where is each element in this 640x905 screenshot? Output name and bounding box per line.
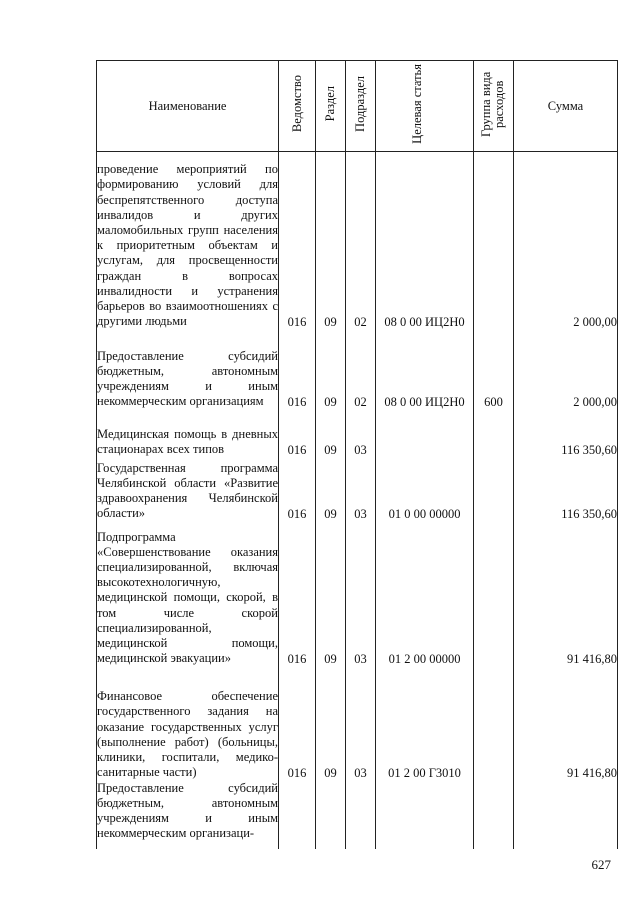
row-name: Финансовое обеспечение государственного задания на оказание государственных услуг (выполнение работ) (больницы, клиники, госпитали, медико-санитарные части) [97, 689, 278, 780]
table-header-row [97, 61, 618, 152]
table-row [97, 667, 618, 781]
row-subsection: 02 [346, 330, 376, 410]
row-ministry: 016 [279, 152, 316, 330]
row-amount: 116 350,60 [514, 410, 618, 458]
table-row [97, 152, 618, 330]
row-target: 01 0 00 00000 [376, 458, 474, 522]
row-group [474, 410, 514, 458]
row-section: 09 [316, 330, 346, 410]
row-group [474, 458, 514, 522]
table-row [97, 410, 618, 458]
row-ministry: 016 [279, 330, 316, 410]
table-row [97, 458, 618, 522]
row-amount [514, 781, 618, 849]
header-name: Наименование [97, 61, 279, 152]
row-subsection: 03 [346, 458, 376, 522]
row-target [376, 410, 474, 458]
row-subsection: 02 [346, 152, 376, 330]
row-target [376, 781, 474, 849]
row-ministry: 016 [279, 410, 316, 458]
row-section: 09 [316, 667, 346, 781]
row-section: 09 [316, 522, 346, 667]
table-row [97, 781, 618, 849]
row-name: Медицинская помощь в дневных стационарах всех типов [97, 427, 278, 457]
row-section: 09 [316, 458, 346, 522]
row-subsection: 03 [346, 522, 376, 667]
row-section [316, 781, 346, 849]
row-amount: 2 000,00 [514, 152, 618, 330]
row-amount: 91 416,80 [514, 667, 618, 781]
row-section: 09 [316, 410, 346, 458]
table-row [97, 522, 618, 667]
row-name: Государственная программа Челябинской области «Развитие здравоохранения Челябинской области» [97, 460, 278, 521]
header-subsection: Подраздел [346, 61, 376, 152]
row-ministry [279, 781, 316, 849]
row-group [474, 522, 514, 667]
row-subsection [346, 781, 376, 849]
budget-table [96, 60, 618, 849]
row-ministry: 016 [279, 458, 316, 522]
header-ministry: Ведомство [279, 61, 316, 152]
row-group [474, 152, 514, 330]
row-name: Предоставление субсидий бюджетным, автономным учреждениям и иным некоммерческим организациям [97, 348, 278, 409]
row-name: Подпрограмма «Совершенствование оказания специализированной, включая высокотехнологичную, медицинской помощи, скорой, в том числе скорой специализированной, медицинской помощи, медицинской эвакуации» [97, 529, 278, 666]
page-number: 627 [591, 857, 611, 872]
row-group [474, 781, 514, 849]
row-section: 09 [316, 152, 346, 330]
row-group: 600 [474, 330, 514, 410]
row-amount: 91 416,80 [514, 522, 618, 667]
row-target: 08 0 00 ИЦ2Н0 [376, 152, 474, 330]
row-name: проведение мероприятий по формированию условий для беспрепятственного доступа инвалидов и других маломобильных групп населения к приоритетным объектам и услугам, для просвещенности граждан в вопросах инвалидности и устранения барьеров во взаимоотношениях с другими людьми [97, 162, 278, 329]
row-group [474, 667, 514, 781]
row-name: Предоставление субсидий бюджетным, автономным учреждениям и иным некоммерческим организаци- [97, 780, 278, 841]
row-subsection: 03 [346, 667, 376, 781]
row-target: 01 2 00 00000 [376, 522, 474, 667]
row-ministry: 016 [279, 667, 316, 781]
header-section: Раздел [316, 61, 346, 152]
row-ministry: 016 [279, 522, 316, 667]
table-row [97, 330, 618, 410]
row-target: 08 0 00 ИЦ2Н0 [376, 330, 474, 410]
header-expense-group: Группа вида расходов [474, 61, 514, 152]
row-target: 01 2 00 Г3010 [376, 667, 474, 781]
header-target-article: Целевая статья [376, 61, 474, 152]
row-amount: 2 000,00 [514, 330, 618, 410]
row-subsection: 03 [346, 410, 376, 458]
header-amount: Сумма [514, 61, 618, 152]
row-amount: 116 350,60 [514, 458, 618, 522]
